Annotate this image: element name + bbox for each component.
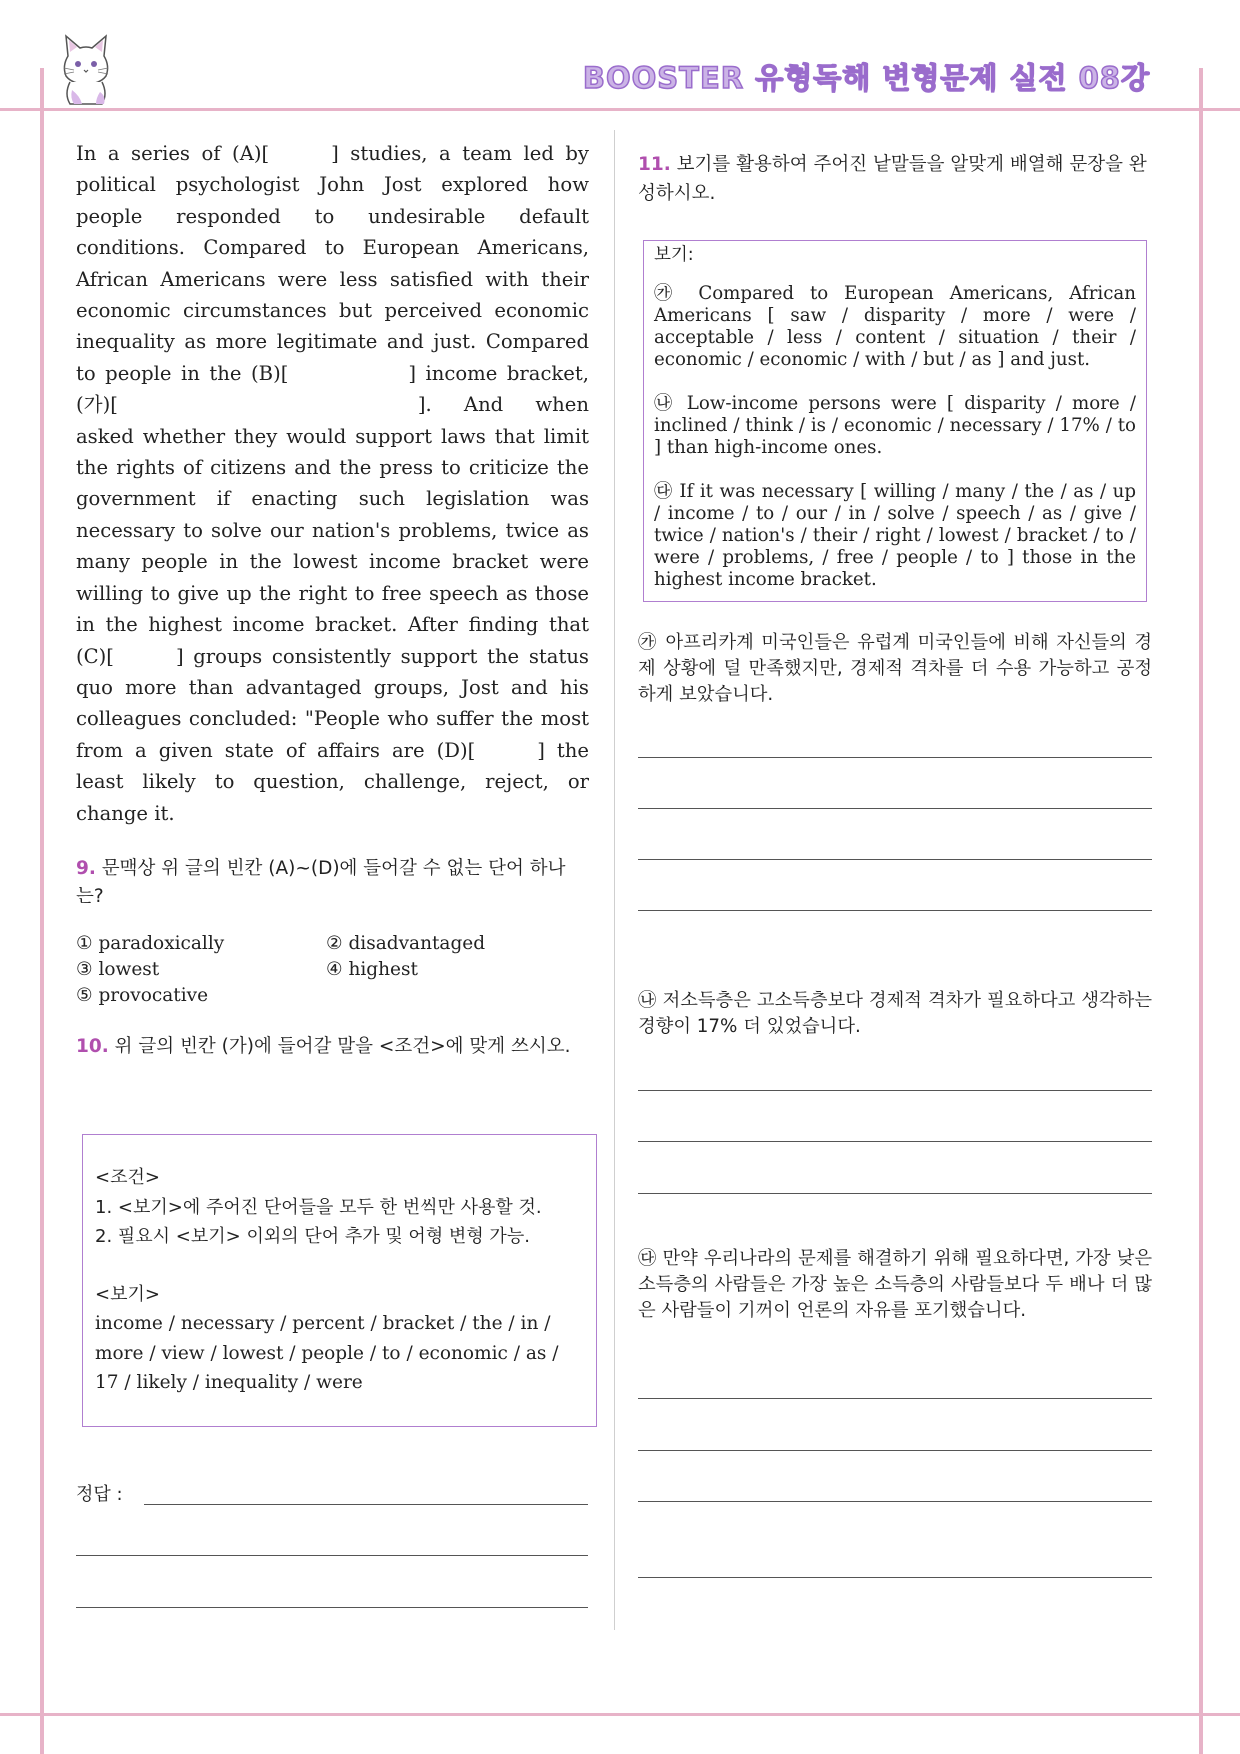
korean-prompt-c: ㉰ 만약 우리나라의 문제를 해결하기 위해 필요하다면, 가장 낮은 소득층의 사람들은 가장 높은 소득층의 사람들보다 두 배나 더 많은 사람들이 기꺼이 언론의 자유를 포기했습니다. [638,1248,1152,1321]
bogi-label: 보기: [654,245,694,265]
bogi-words: income / necessary / percent / bracket / the / in / more / view / lowest / people / to / economic / as / 17 / likely / inequality / were [95,1313,559,1393]
answer-b-line-3[interactable] [638,1193,1152,1194]
left-margin-line [40,68,44,1754]
right-margin-line [1199,68,1203,1754]
condition-title: <조건> [95,1167,160,1188]
footer-divider [0,1713,1240,1716]
answer-c-line-2[interactable] [638,1450,1152,1451]
choice-3[interactable]: ③ lowest [76,958,160,980]
choice-1[interactable]: ① paradoxically [76,932,225,954]
answer-line-2[interactable] [76,1555,588,1556]
bogi-item-a: ㉮ Compared to European Americans, African Americans [ saw / disparity / more / were / acceptable / less / content / situation / their / economic / economic / with / but / as ] and just. [654,283,1136,370]
header-divider [0,108,1240,111]
question-11-bogi-box [643,240,1147,602]
choice-5[interactable]: ⑤ provocative [76,984,209,1006]
answer-a-line-1[interactable] [638,757,1152,758]
answer-label: 정답 : [76,1484,123,1505]
question-10: 10. 위 글의 빈칸 (가)에 들어갈 말을 <조건>에 맞게 쓰시오. [76,1035,571,1057]
korean-prompt-a: ㉮ 아프리카계 미국인들은 유럽계 미국인들에 비해 자신들의 경제 상황에 덜 만족했지만, 경제적 격차를 더 수용 가능하고 공정하게 보았습니다. [638,632,1152,705]
bogi-item-c: ㉰ If it was necessary [ willing / many / the / as / up / income / to / our / in / solve / speech / as / give / twice / nation's / their / right / lowest / bracket / to / were / problems, / free / people / to ] those in the highest income bracket. [654,481,1136,590]
answer-a-line-4[interactable] [638,910,1152,911]
column-divider [614,130,615,1630]
answer-c-line-4[interactable] [638,1577,1152,1578]
cat-logo-icon [56,30,116,106]
question-9-choices [76,931,589,1009]
korean-prompt-b: ㉯ 저소득층은 고소득층보다 경제적 격차가 필요하다고 생각하는 경향이 17% 더 있었습니다. [638,990,1152,1037]
answer-b-line-1[interactable] [638,1090,1152,1091]
question-9: 9. 문맥상 위 글의 빈칸 (A)~(D)에 들어갈 수 없는 단어 하나는? [76,857,566,907]
answer-line-1[interactable] [144,1504,588,1505]
answer-c-line-1[interactable] [638,1398,1152,1399]
bogi-title: <보기> [95,1283,160,1305]
answer-b-line-2[interactable] [638,1141,1152,1142]
condition-box [82,1134,597,1427]
condition-2: 2. 필요시 <보기> 이외의 단어 추가 및 어형 변형 가능. [95,1226,530,1247]
reading-passage: In a series of (A)[ ] studies, a team led by political psychologist John Jost explored how people responded to undesirable default conditions. Compared to European Americans, African Americans were less satisfied with their economic circumstances but perceived economic inequality as more legitimate and just. Compared to people in the (B)[ ] income bracket, (가)[ ]. And when asked whether they would support laws that limit the rights of citizens and the press to criticize the government if enacting such legislation was necessary to solve our nation's problems, twice as many people in the lowest income bracket were willing to give up the right to free speech as those in the highest income bracket. After finding that (C)[ ] groups consistently support the status quo more than advantaged groups, Jost and his colleagues concluded: "People who suffer the most from a given state of affairs are (D)[ ] the least likely to question, challenge, reject, or change it. [76,142,589,825]
page-title: BOOSTER 유형독해 변형문제 실전 08강 [582,61,1150,95]
answer-c-line-3[interactable] [638,1501,1152,1502]
choice-2[interactable]: ② disadvantaged [326,932,486,954]
bogi-item-b: ㉯ Low-income persons were [ disparity / more / inclined / think / is / economic / necessary / 17% / to ] than high-income ones. [654,393,1136,458]
answer-a-line-3[interactable] [638,859,1152,860]
question-11-header: 11. 보기를 활용하여 주어진 낱말들을 알맞게 배열해 문장을 완성하시오. [638,154,1147,204]
condition-1: 1. <보기>에 주어진 단어들을 모두 한 번씩만 사용할 것. [95,1196,542,1218]
answer-line-3[interactable] [76,1607,588,1608]
answer-a-line-2[interactable] [638,808,1152,809]
choice-4[interactable]: ④ highest [326,958,418,980]
left-column [76,138,589,1061]
